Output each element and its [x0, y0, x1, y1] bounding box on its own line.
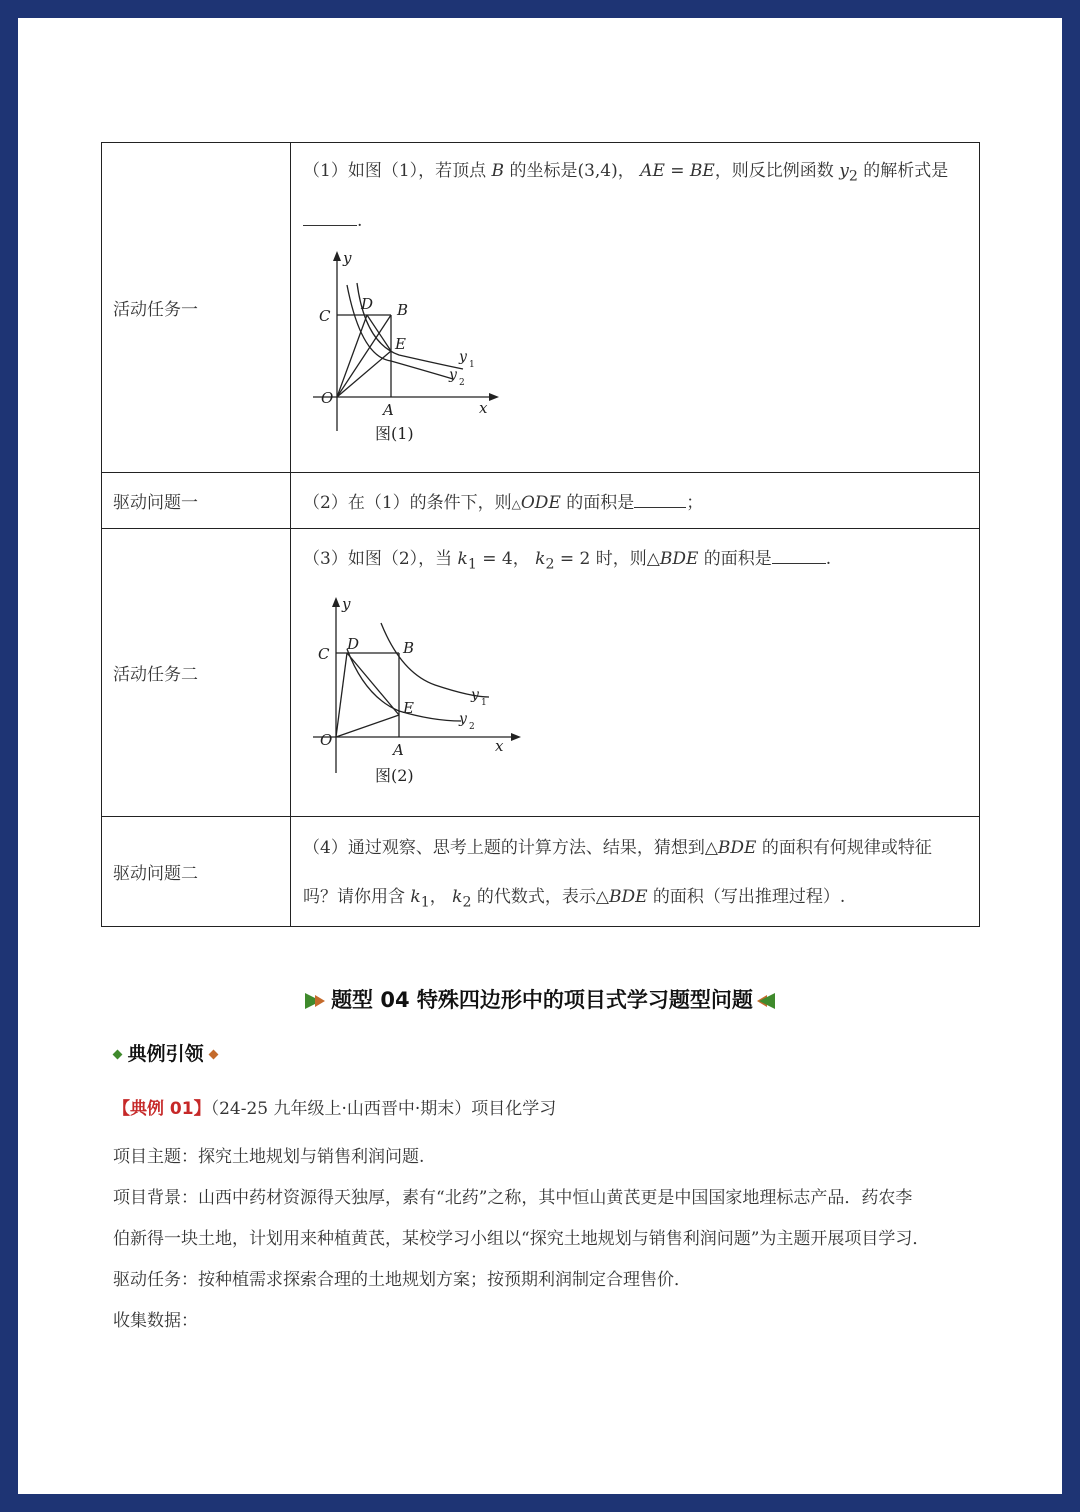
table-row: [102, 529, 980, 817]
label-b: B: [397, 300, 409, 319]
label-e: E: [403, 698, 414, 717]
label-x: x: [479, 398, 488, 417]
label-b: B: [403, 638, 415, 657]
segment-ob: [337, 315, 391, 397]
label-y1: y: [459, 348, 467, 365]
q4-text: 的代数式，表示: [471, 886, 596, 907]
example-header: [113, 1094, 556, 1119]
q4-text: （4）通过观察、思考上题的计算方法、结果，猜想到: [303, 837, 705, 858]
section-title: 题型 04 特殊四边形中的项目式学习题型问题: [331, 988, 753, 1012]
q1-text: ，: [617, 161, 641, 182]
example-source: （24-25 九年级上·山西晋中·期末）项目化学习: [210, 1099, 557, 1119]
arrow-left-icon: [759, 993, 775, 1009]
label-y2: y: [449, 366, 457, 383]
label-d: D: [361, 294, 374, 313]
question-4-line-1: [303, 833, 967, 858]
label-y2: y: [459, 710, 467, 727]
subscript: 2: [545, 556, 555, 573]
segment-oe: [336, 715, 399, 737]
point-b: B: [491, 161, 505, 182]
answer-blank[interactable]: [634, 507, 686, 508]
triangle-name: BDE: [659, 549, 699, 570]
arrow-x: [489, 393, 499, 401]
var-k: k: [535, 549, 546, 570]
label-d: D: [347, 634, 360, 653]
period: .: [357, 210, 363, 231]
row-label: 驱动问题二: [102, 817, 291, 927]
label-c: C: [318, 644, 330, 663]
diamond-icon: [209, 1050, 219, 1060]
q4-text: 的面积有何规律或特征: [756, 837, 932, 858]
sub-heading-text: 典例引领: [127, 1043, 204, 1065]
arrow-y: [332, 597, 340, 607]
question-2: [303, 488, 967, 513]
subscript: 2: [462, 894, 472, 911]
label-y: y: [343, 250, 352, 267]
task-4-content: [291, 817, 980, 927]
triangle-symbol: △: [704, 837, 718, 858]
subscript: 2: [848, 168, 858, 185]
triangle-symbol: △: [595, 886, 609, 907]
sub-heading: [114, 1039, 217, 1066]
q2-text: （2）在（1）的条件下，则: [303, 493, 512, 513]
triangle-name: ODE: [520, 493, 561, 513]
q4-text: ，: [429, 886, 453, 907]
var-k: k: [457, 549, 468, 570]
table-row: [102, 473, 980, 529]
q1-text: 的解析式是: [857, 161, 949, 182]
equation: AE = BE: [640, 161, 715, 182]
label-a: A: [383, 400, 394, 419]
triangle-symbol: △: [646, 549, 660, 570]
q3-text: 的面积是: [698, 549, 772, 570]
label-y2-sub: 2: [469, 721, 475, 732]
task-2-content: [291, 473, 980, 529]
label-y1-sub: 1: [481, 697, 487, 708]
figure-caption: 图(1): [375, 423, 414, 443]
label-o: O: [320, 730, 333, 749]
task-3-content: [291, 529, 980, 817]
example-line: 伯新得一块土地，计划用来种植黄芪，某校学习小组以“探究土地规划与销售利润问题”为主题开展项目学习．: [113, 1229, 930, 1249]
section-heading: [18, 984, 1062, 1014]
coordinate: (3,4): [577, 161, 618, 182]
label-y: y: [342, 596, 351, 613]
figure-caption: 图(2): [375, 765, 414, 785]
page: [18, 18, 1062, 1494]
segment-de: [347, 653, 399, 715]
q4-text: 的面积（写出推理过程）.: [647, 886, 846, 907]
q1-text: 的坐标是: [504, 161, 578, 182]
subscript: 1: [467, 556, 477, 573]
label-y1: y: [471, 686, 479, 703]
label-y1-sub: 1: [469, 359, 475, 370]
triangle-name: BDE: [717, 837, 757, 858]
example-line: 收集数据：: [113, 1311, 198, 1331]
arrow-right-icon: [315, 995, 325, 1007]
label-o: O: [321, 388, 334, 407]
q2-text: 的面积是: [560, 493, 635, 513]
task-table: [101, 142, 980, 927]
row-label: 活动任务一: [102, 143, 291, 473]
question-1: [303, 156, 967, 184]
var-y: y: [839, 161, 849, 182]
example-line: 项目主题：探究土地规划与销售利润问题.: [113, 1147, 425, 1167]
table-row: [102, 817, 980, 927]
curve-y1: [381, 623, 489, 697]
q3-text: = 2 时，则: [554, 549, 647, 570]
q3-text: （3）如图（2），当: [303, 549, 458, 570]
label-x: x: [495, 736, 504, 755]
q1-text: （1）如图（1），若顶点: [303, 161, 492, 182]
answer-line-1: [303, 211, 967, 231]
figure-1: [303, 251, 503, 451]
question-3: [303, 544, 967, 572]
triangle-symbol: △: [511, 497, 521, 511]
q1-text: ，则反比例函数: [714, 161, 840, 182]
row-label: 活动任务二: [102, 529, 291, 817]
semicolon: ；: [686, 493, 704, 513]
figure-2: [303, 597, 523, 797]
example-line: 项目背景：山西中药材资源得天独厚，素有“北药”之称，其中恒山黄芪更是中国国家地理标志产品．药农李: [113, 1188, 913, 1208]
task-1-content: [291, 143, 980, 473]
var-k: k: [410, 886, 421, 907]
answer-blank[interactable]: [303, 225, 357, 226]
question-4-line-2: [303, 882, 967, 910]
answer-blank[interactable]: [772, 563, 826, 564]
example-line: 驱动任务：按种植需求探索合理的土地规划方案；按预期利润制定合理售价．: [113, 1270, 691, 1290]
q4-text: 吗？请你用含: [303, 886, 411, 907]
arrow-x: [511, 733, 521, 741]
label-a: A: [393, 740, 404, 759]
period: .: [825, 549, 832, 570]
q3-text: = 4，: [476, 549, 536, 570]
arrow-y: [333, 251, 341, 261]
example-tag: 【典例 01】: [113, 1099, 211, 1119]
var-k: k: [452, 886, 463, 907]
label-c: C: [319, 306, 331, 325]
label-y2-sub: 2: [459, 377, 465, 388]
subscript: 1: [420, 894, 430, 911]
diamond-icon: [113, 1050, 123, 1060]
label-e: E: [395, 334, 406, 353]
row-label: 驱动问题一: [102, 473, 291, 529]
table-row: [102, 143, 980, 473]
triangle-name: BDE: [608, 886, 648, 907]
segment-od: [336, 653, 347, 737]
